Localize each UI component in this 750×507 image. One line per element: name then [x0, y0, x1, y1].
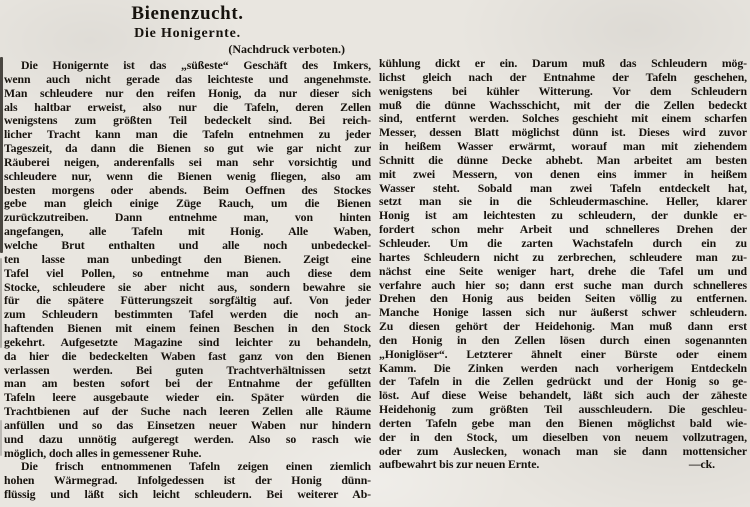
text-line: Kamm. Die Zinken werden nach vorherigem Entdeckeln	[379, 361, 747, 375]
text-line: wenn auch nicht gerade das leichteste und angenehmste.	[4, 72, 371, 86]
text-line: Wasser steht. Sobald man zwei Tafeln entdeckelt hat,	[379, 181, 747, 195]
text-line: da hier die bedeckelten Waben fast ganz von den Bienen	[4, 349, 371, 363]
scan-edge-artifact	[0, 420, 2, 456]
scan-edge-artifact	[0, 258, 2, 348]
text-line: Manche Honige lassen sich nur äußerst schwer schleudern.	[379, 306, 747, 320]
text-line: fordert schon mehr Arbeit und schnelleres Drehen der	[379, 223, 747, 237]
text-line: Heidehonig zum größten Teil ausschleudern. Die geschleu-	[379, 403, 747, 417]
article-subtitle: Die Honigernte.	[134, 26, 241, 41]
text-line: möglich, doch alles in gemessener Ruhe.	[4, 446, 202, 460]
text-line: derten Tafeln gebe man den Bienen möglichst bald wie-	[379, 416, 747, 430]
text-line: mit zwei Messern, von denen eins immer in heißem	[379, 167, 747, 181]
text-line: Zu diesen gehört der Heidehonig. Man muß dann erst	[379, 320, 747, 334]
text-line: Die frisch entnommenen Tafeln zeigen einen ziemlich	[21, 460, 371, 474]
text-line: den Honig in den Zellen lösen durch einen sogenannten	[379, 333, 747, 347]
left-column-text	[4, 59, 371, 502]
text-line: für die spätere Fütterungszeit sorgfältig auf. Von jeder	[4, 294, 371, 308]
text-line: nächst eine Seite weniger hart, drehe die Tafel um und	[379, 264, 747, 278]
text-line: kühlung dickt er ein. Darum muß das Schleudern mög-	[379, 57, 747, 70]
reprint-notice: (Nachdruck verboten.)	[228, 42, 345, 56]
text-line: Stocke, schleudere sie aber nicht aus, sondern bewahre sie	[4, 280, 371, 294]
article-title: Bienenzucht.	[131, 3, 244, 24]
right-column	[379, 0, 747, 472]
text-line: besten morgens oder abends. Beim Oeffnen des Stockes	[4, 183, 371, 197]
text-line: flüssig und läßt sich leicht schleudern. Bei weiterer Ab-	[4, 488, 371, 502]
text-line: Schleuder. Um die zarten Wachstafeln durch ein zu	[379, 236, 747, 250]
text-line: der Tafeln in die Zellen gedrückt und der Honig so ge-	[379, 375, 747, 389]
text-line: gekehrt. Aufgesetzte Magazine sind leichter zu behandeln,	[4, 335, 371, 349]
text-line: schleudere nur, wenn die Bienen wenig fliegen, also am	[4, 169, 371, 183]
text-line: Trachtbienen auf der Suche nach leeren Zellen alle Räume	[4, 405, 371, 419]
text-line: wenigstens zum größten Teil bedeckelt sind. Bei reich-	[4, 114, 371, 128]
text-line: haftenden Bienen mit einem feinen Beschen in den Stock	[4, 322, 371, 336]
text-line: Drehen den Honig aus beiden Seiten völlig zu entfernen.	[379, 292, 747, 306]
text-line: in heißem Wasser erwärmt, worauf man mit ziehendem	[379, 140, 747, 154]
text-line: zurückzutreiben. Dann entnehme man, von hinten	[4, 211, 371, 225]
text-line: Räuberei neigen, anderenfalls sei man sehr vorsichtig und	[4, 155, 371, 169]
article-header	[4, 2, 371, 56]
text-line: ten lasse man unbedingt den Bienen. Zeigt eine	[4, 252, 371, 266]
text-line: „Honiglöser“. Letzterer ähnelt einer Bürste oder einem	[379, 347, 747, 361]
text-line: hohen Wärmegrad. Infolgedessen ist der Honig dünn-	[4, 474, 371, 488]
text-line: Schnitt die dünne Decke abhebt. Man arbeitet am besten	[379, 153, 747, 167]
text-line: Messer, dessen Blatt möglichst dünn ist. Dieses wird zuvor	[379, 126, 747, 140]
text-line: oder zum Auslecken, wonach man sie dann mottensicher	[379, 444, 747, 458]
text-line: als haltbar erweist, also nur die Tafeln, deren Zellen	[4, 100, 371, 114]
text-line: verfahre auch hier so; dann erst suche man durch schnelleres	[379, 278, 747, 292]
text-line: setzt man sie in die Schleudermaschine. Heller, klarer	[379, 195, 747, 209]
text-line: lichst gleich nach der Entnahme der Tafeln geschehen,	[379, 70, 747, 84]
text-line: angefangen, alle Tafeln mit Honig. Alle Waben,	[4, 225, 371, 239]
text-line: muß die dünne Wachsschicht, mit der die Zellen bedeckt	[379, 98, 747, 112]
closing-text: aufbewahrt bis zur neuen Ernte.	[379, 457, 540, 472]
text-line: man am besten sofort bei der Entnahme der gefüllten	[4, 377, 371, 391]
text-line: sind, entfernt werden. Solches geschieht mit einem scharfen	[379, 112, 747, 126]
text-line: Man schleudere nur den reifen Honig, da nur dieser sich	[4, 86, 371, 100]
author-signature: —ck.	[688, 457, 715, 472]
text-line: zum Schleudern bestimmten Tafel werden die noch an-	[4, 308, 371, 322]
text-line: verlassen werden. Bei guten Trachtverhältnissen setzt	[4, 363, 371, 377]
scan-edge-artifact	[0, 57, 3, 253]
text-line: anfüllen und so das Einsetzen neuer Waben nur hindern	[4, 418, 371, 432]
text-line: und dazu unnötig aufgeregt werden. Also so rasch wie	[4, 432, 371, 446]
text-line: welche Brut enthalten und alle noch unbedeckel-	[4, 238, 371, 252]
text-line: Tafeln leere ausgebaute wieder ein. Später würden die	[4, 391, 371, 405]
text-line: licher Tracht kann man die Tafeln entnehmen zu jeder	[4, 128, 371, 142]
text-line: der in den Stock, um dieselben von neuem vollzutragen,	[379, 430, 747, 444]
text-line: wenigstens bei kühler Witterung. Vor dem Schleudern	[379, 84, 747, 98]
right-column-text	[379, 0, 747, 458]
text-line: Tafel viel Pollen, so entnehme man auch diese dem	[4, 266, 371, 280]
text-line: Tageszeit, da dann die Bienen so gut wie gar nicht zur	[4, 142, 371, 156]
text-line: gebe man gleich einige Züge Rauch, um die Bienen	[4, 197, 371, 211]
text-line: löst. Auf diese Weise behandelt, läßt sich auch der zäheste	[379, 389, 747, 403]
left-column	[4, 2, 371, 502]
text-line: hartes Schleudern nicht zu zerbrechen, schleudere man zu-	[379, 250, 747, 264]
closing-line	[379, 458, 747, 472]
text-line: Honig ist am leichtesten zu schleudern, der dunkle er-	[379, 209, 747, 223]
text-line: Die Honigernte ist das „süßeste“ Geschäft des Imkers,	[21, 59, 371, 72]
